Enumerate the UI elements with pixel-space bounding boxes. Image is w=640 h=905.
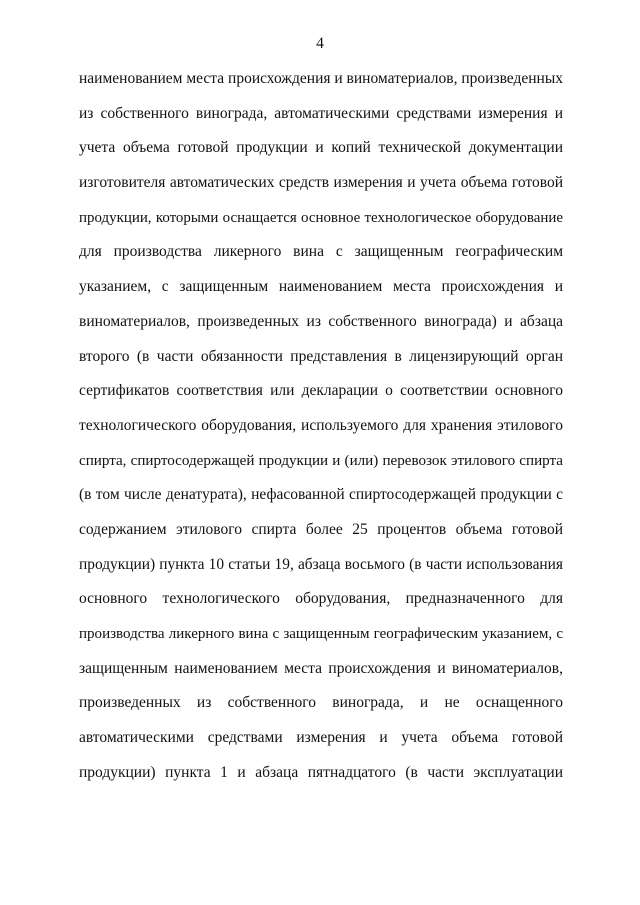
text-line: продукции) пункта 10 статьи 19, абзаца восьмого (в части использования bbox=[79, 555, 563, 573]
text-line: наименованием места происхождения и виноматериалов, произведенных bbox=[79, 70, 563, 87]
text-line: для производства ликерного вина с защищенным географическим bbox=[79, 243, 563, 261]
text-line: защищенным наименованием места происхождения и виноматериалов, bbox=[79, 659, 563, 677]
text-line: технологического оборудования, используемого для хранения этилового bbox=[79, 416, 563, 434]
text-line: основного технологического оборудования, предназначенного для bbox=[79, 590, 563, 608]
text-line: произведенных из собственного винограда, и не оснащенного bbox=[79, 694, 563, 712]
text-line: спирта, спиртосодержащей продукции и (или) перевозок этилового спирта bbox=[79, 452, 563, 469]
text-line: изготовителя автоматических средств измерения и учета объема готовой bbox=[79, 174, 563, 192]
page-number: 4 bbox=[316, 35, 324, 52]
text-line: сертификатов соответствия или декларации о соответствии основного bbox=[79, 382, 563, 400]
text-line: (в том числе денатурата), нефасованной спиртосодержащей продукции с bbox=[79, 486, 563, 504]
text-line: автоматическими средствами измерения и учета объема готовой bbox=[79, 729, 563, 747]
text-line: продукции) пункта 1 и абзаца пятнадцатого (в части эксплуатации bbox=[79, 763, 563, 781]
text-line: из собственного винограда, автоматическими средствами измерения и bbox=[79, 104, 563, 122]
text-line: указанием, с защищенным наименованием места происхождения и bbox=[79, 278, 563, 296]
text-line: содержанием этилового спирта более 25 процентов объема готовой bbox=[79, 520, 563, 538]
text-line: второго (в части обязанности представления в лицензирующий орган bbox=[79, 347, 563, 365]
text-line: продукции, которыми оснащается основное технологическое оборудование bbox=[79, 209, 563, 226]
text-line: виноматериалов, произведенных из собственного винограда) и абзаца bbox=[79, 312, 563, 330]
text-line: производства ликерного вина с защищенным географическим указанием, с bbox=[79, 626, 563, 642]
text-line: учета объема готовой продукции и копий технической документации bbox=[79, 139, 563, 157]
body-text bbox=[79, 68, 563, 796]
